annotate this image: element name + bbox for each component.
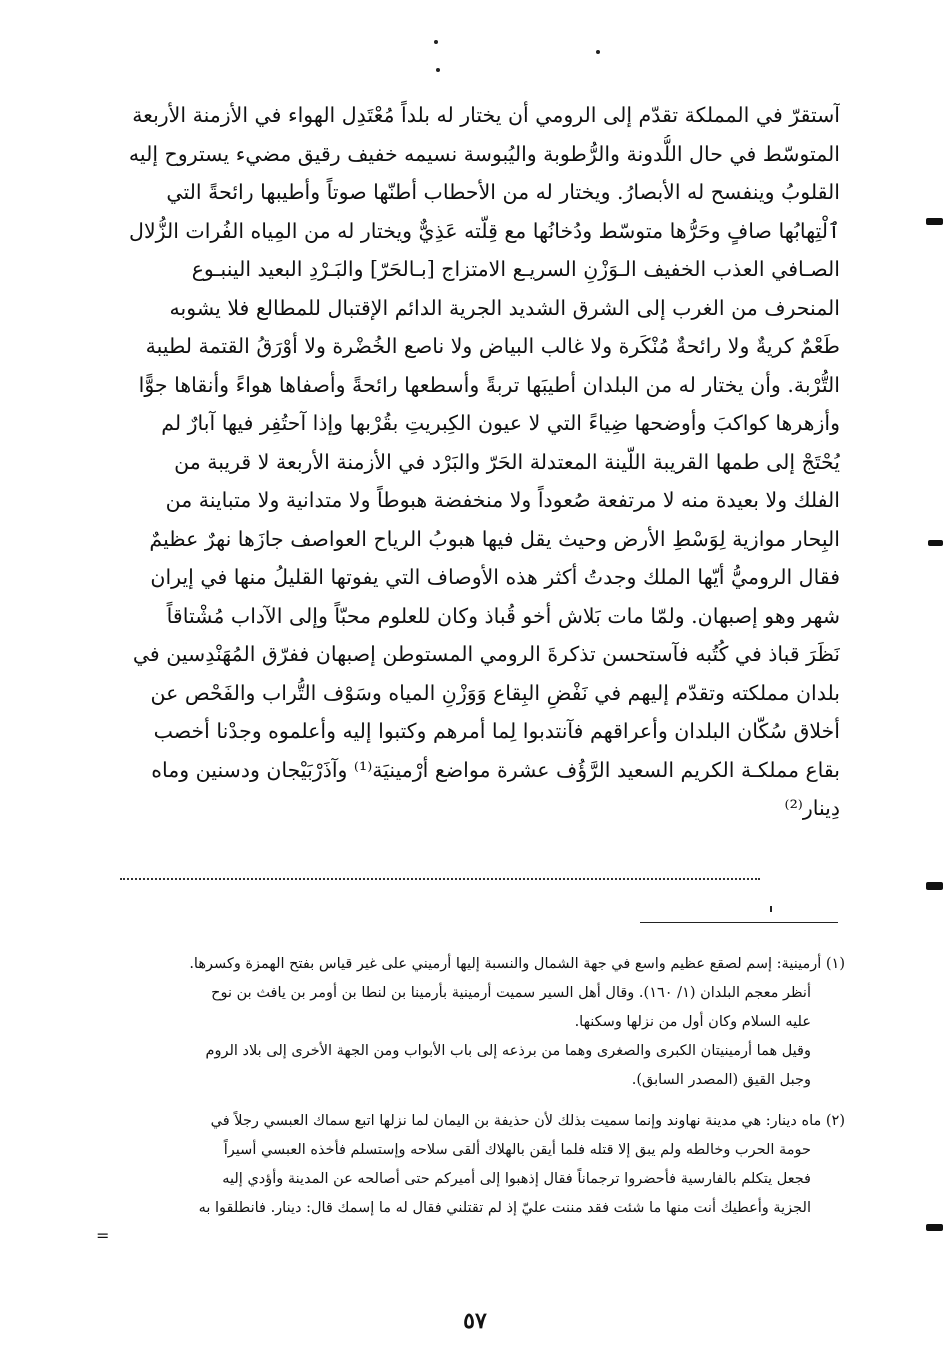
- main-line: وأزهرها كواكبَ وأوضحها ضِياءً التي لا عيون الكِبريتِ بقُرْبها وإذا آحتُفِر فيها آبارٌ لم: [161, 411, 840, 435]
- main-line: فقال الروميُّ أيّها الملك وجدتُ أكثر هذه الأوصاف التي يفوتها القليلُ منها في إيران: [150, 565, 840, 589]
- top-dot-1: [434, 40, 438, 44]
- main-line: يُحْتَجْ إلى طمها القريبة اللّينة المعتدلة الحَرّ والبَرْد في الأزمنة الأربعة لا قريبة من: [174, 449, 840, 474]
- small-mark: [770, 906, 772, 912]
- page-number: ٥٧: [463, 1308, 487, 1334]
- footnote-2: [110, 1107, 845, 1223]
- main-line: المنحرف من الغرب إلى الشرق الشديد الجرية الدائم الإقتبال للمطالع فلا يشوبه: [169, 295, 840, 320]
- footnote-line: وجبل القيق (المصدر السابق).: [631, 1072, 811, 1088]
- footnote-rule: [640, 922, 838, 923]
- dotted-separator: [120, 878, 760, 880]
- main-line: المتوسّط في حال اللُّدونة والرُّطوبة واليُبوسة نسيمه خفيف رقيق مضيء يستروح إليه: [128, 141, 840, 166]
- main-line: ٱلْتِهابُها صافٍ وحَرُّها متوسّط ودُخانُها مع قِلّته عَذِيٌّ ويختار له من المِياه الفُرات الزُّلال: [129, 218, 840, 243]
- main-text: [120, 96, 840, 828]
- margin-mark: [926, 1224, 943, 1231]
- footnote-1: [110, 950, 845, 1095]
- top-dot-2: [596, 50, 600, 54]
- main-line: آستقرّ في المملكة تقدّم إلى الرومي أن يختار له بلداً مُعْتَدِل الهواء في الأزمنة الأربعة: [132, 103, 840, 127]
- margin-mark: [926, 218, 943, 225]
- main-line: نَظَرَ قباذ في كُتُبه فآستحسن تذكرةَ الرومي المستوطن إصبهان ففرّق المُهَنْدِسين في: [132, 642, 840, 666]
- margin-mark: [926, 882, 943, 890]
- main-line: التُّرْبة. وأن يختار له من البلدان أطيبَها تربةً وأسطعها رائحةً وأصفاها هواءً وأنقاها جوًّا: [138, 372, 840, 397]
- main-line: البِحار موازية لِوَسْطِ الأرض وحيث يقل فيها هبوبُ الرياح العواصف جازَها نهرٌ عظيمٌ: [149, 526, 840, 551]
- main-line: أخلاق سُكّان البلدان وأعراقهم فآنتدبوا لِما أمرهم وكتبوا إليه وأعلموه وجدْنا أخصب: [153, 719, 840, 743]
- margin-mark: [928, 540, 943, 546]
- continuation-mark: =: [96, 1226, 110, 1245]
- footnote-line: عليه السلام وكان أول من نزلها وسكنها.: [574, 1014, 811, 1030]
- footnote-line: وقيل هما أرمينيتان الكبرى والصغرى وهما من برذعه إلى باب الأبواب ومن الجهة الأخرى إلى بلاد الروم: [205, 1043, 811, 1059]
- footnote-line: فجعل يتكلم بالفارسية فأحضروا ترجماناً فقال إذهبوا إلى أميركم حتى أصالحه عن المدينة وأؤدي إليه: [222, 1171, 811, 1187]
- footnote-line: أنظر معجم البلدان (١/ ١٦٠). وقال أهل السير سميت أرمينية بأرمينا بن لنطا بن أومر بن يافث بن نوح: [211, 985, 811, 1001]
- footnote-line: (١) أرمينية: إسم لصقع عظيم واسع في جهة الشمال والنسبة إليها أرميني على غير قياس بفتح الهمزة وكسرها.: [189, 956, 845, 972]
- main-line: شهر وهو إصبهان. ولمّا مات بَلاش أخو قُباذ وكان للعلوم محبّاً وإلى الآداب مُشْتاقاً: [166, 603, 840, 628]
- main-line: بلدان مملكته وتقدّم إليهم في نَفْضِ البِقاع وَوَزْنِ المياه وسَوْف التُّراب والفَحْص عن: [150, 680, 840, 705]
- footnote-line: حومة الحرب وخالطه ولم يبق إلا قتله فلما أيقن بالهلاك ألقى سلاحه وإستسلم فأخذه العبسي أسيراً: [223, 1142, 811, 1158]
- main-line: الفلك ولا بعيدة منه لا مرتفعة صُعوداً ولا منخفضة هبوطاً ولا متدانية ولا متباينة من: [165, 488, 840, 512]
- main-line: الصـافي العذب الخفيف الـوَزْنِ السريـع الامتزاج [بـالحَرّ] والبَـرْدِ البعيد الينبـوع: [191, 257, 840, 281]
- footnote-line: الجزية وأعطيك أنت منها ما شئت فقد مننت عليّ إذ لم تقتلني فقال له ما إسمك قال: دينار. فانطلقوا به: [198, 1200, 811, 1216]
- main-line: طَعْمٌ كريةٌ ولا رائحةٌ مُنْكَرة ولا غالب البياض ولا ناصع الخُضْرة ولا أوْرَقُ القتمة لطيبة: [145, 334, 840, 358]
- main-line: بقاع مملكـة الكريم السعيد الرَّؤُف عشرة مواضع أرْمينيَة⁽¹⁾ وآذَرْبَيْجان ودسنين وماه: [151, 757, 840, 782]
- top-dot-3: [436, 68, 440, 72]
- footnote-line: (٢) ماه دينار: هي مدينة نهاوند وإنما سميت بذلك لأن حذيفة بن اليمان لما نزلها اتبع سماك العبسي رجلاً في: [210, 1113, 845, 1129]
- main-line: القلوبُ وينفسح له الأبصارُ. ويختار له من الأحطاب أطنّها صوتاً وأطيبها رائحةً التي: [166, 180, 840, 204]
- main-line: دِينار⁽²⁾: [784, 796, 840, 820]
- footnotes: [110, 950, 845, 1223]
